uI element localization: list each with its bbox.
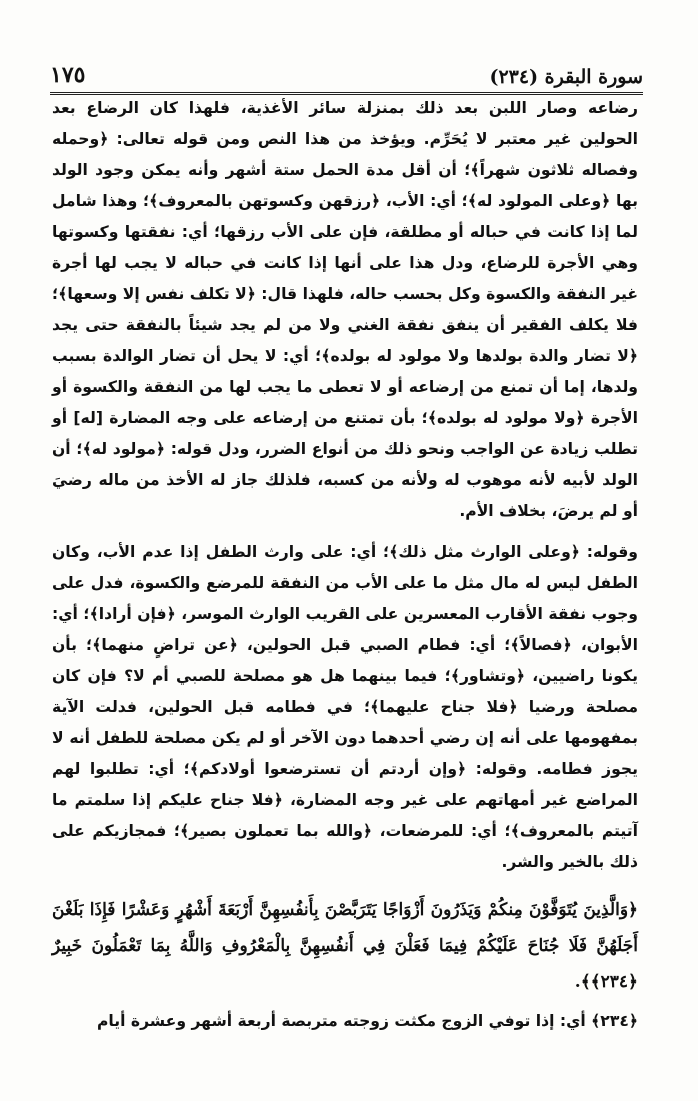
surah-title: سورة البقرة (٢٣٤) xyxy=(489,66,643,88)
page-body xyxy=(52,93,638,1037)
paragraph-2: وقوله: ﴿وعلى الوارث مثل ذلك﴾؛ أي: على وارث الطفل إذا عدم الأب، وكان الطفل ليس له مال مثل ما على الأب من النفقة للمرضع والكسوة، فدل على وجوب نفقة الأقارب المعسرين على القريب الوارث الموسر، ﴿فإن أرادا﴾؛ أي: الأبوان، ﴿فصالاً﴾؛ أي: فطام الصبي قبل الحولين، ﴿عن تراضٍ منهما﴾؛ بأن يكونا راضيين، ﴿وتشاور﴾؛ فيما بينهما هل هو مصلحة للصبي أم لا؟ فإن كان مصلحة ورضيا ﴿فلا جناح عليهما﴾؛ في فطامه قبل الحولين، فدلت الآية بمفهومها على أنه إن رضي أحدهما دون الآخر أو لم يكن مصلحة للطفل أنه لا يجوز فطامه. وقوله: ﴿وإن أردتم أن تسترضعوا أولادكم﴾؛ أي: تطلبوا لهم المراضع غير أمهاتهم على غير وجه المضارة، ﴿فلا جناح عليكم إذا سلمتم ما آتيتم بالمعروف﴾؛ أي: للمرضعات، ﴿والله بما تعملون بصير﴾؛ فمجازيكم على ذلك بالخير والشر. xyxy=(52,543,638,871)
paragraph-1: رضاعه وصار اللبن بعد ذلك بمنزلة سائر الأغذية، فلهذا كان الرضاع بعد الحولين غير معتبر لا يُحَرِّم. ويؤخذ من هذا النص ومن قوله تعالى: ﴿وحمله وفصاله ثلاثون شهراً﴾؛ أن أقل مدة الحمل ستة أشهر وأنه يمكن وجود الولد بها ﴿وعلى المولود له﴾؛ أي: الأب، ﴿رزقهن وكسوتهن بالمعروف﴾؛ وهذا شامل لما إذا كانت في حباله أو مطلقة، فإن على الأب رزقها؛ أي: نفقتها وكسوتها وهي الأجرة للرضاع، ودل هذا على أنها إذا كانت في حباله لا يجب لها أجرة غير النفقة والكسوة وكل بحسب حاله، فلهذا قال: ﴿لا تكلف نفس إلا وسعها﴾؛ فلا يكلف الفقير أن ينفق نفقة الغني ولا من لم يجد شيئاً بالنفقة حتى يجد ﴿لا تضار والدة بولدها ولا مولود له بولده﴾؛ أي: لا يحل أن تضار الوالدة بسبب ولدها، إما أن تمنع من إرضاعه أو لا تعطى ما يجب لها من النفقة والكسوة أو الأجرة ﴿ولا مولود له بولده﴾؛ بأن تمتنع من إرضاعه على وجه المضارة [له] أو تطلب زيادة عن الواجب ونحو ذلك من أنواع الضرر، ودل قوله: ﴿مولود له﴾؛ أن الولد لأبيه لأنه موهوب له ولأنه من كسبه، فلذلك جاز له الأخذ من ماله رضيَ أو لم يرضَ، بخلاف الأم. xyxy=(52,99,638,520)
paragraph-3: ﴿٢٣٤﴾ أي: إذا توفي الزوج مكثت زوجته متربصة أربعة أشهر وعشرة أيام xyxy=(96,1012,638,1030)
quran-verse-234: ﴿وَالَّذِينَ يُتَوَفَّوْنَ مِنكُمْ وَيَذَرُونَ أَزْوَاجًا يَتَرَبَّصْنَ بِأَنفُسِهِنَّ أَرْبَعَةَ أَشْهُرٍ وَعَشْرًا فَإِذَا بَلَغْنَ أَجَلَهُنَّ فَلَا جُنَاحَ عَلَيْكُمْ فِيمَا فَعَلْنَ فِي أَنفُسِهِنَّ بِالْمَعْرُوفِ وَاللَّهُ بِمَا تَعْمَلُونَ خَبِيرٌ ﴿٢٣٤﴾﴾. xyxy=(52,900,638,992)
page-number: ١٧٥ xyxy=(50,62,86,88)
page-header xyxy=(50,48,643,95)
